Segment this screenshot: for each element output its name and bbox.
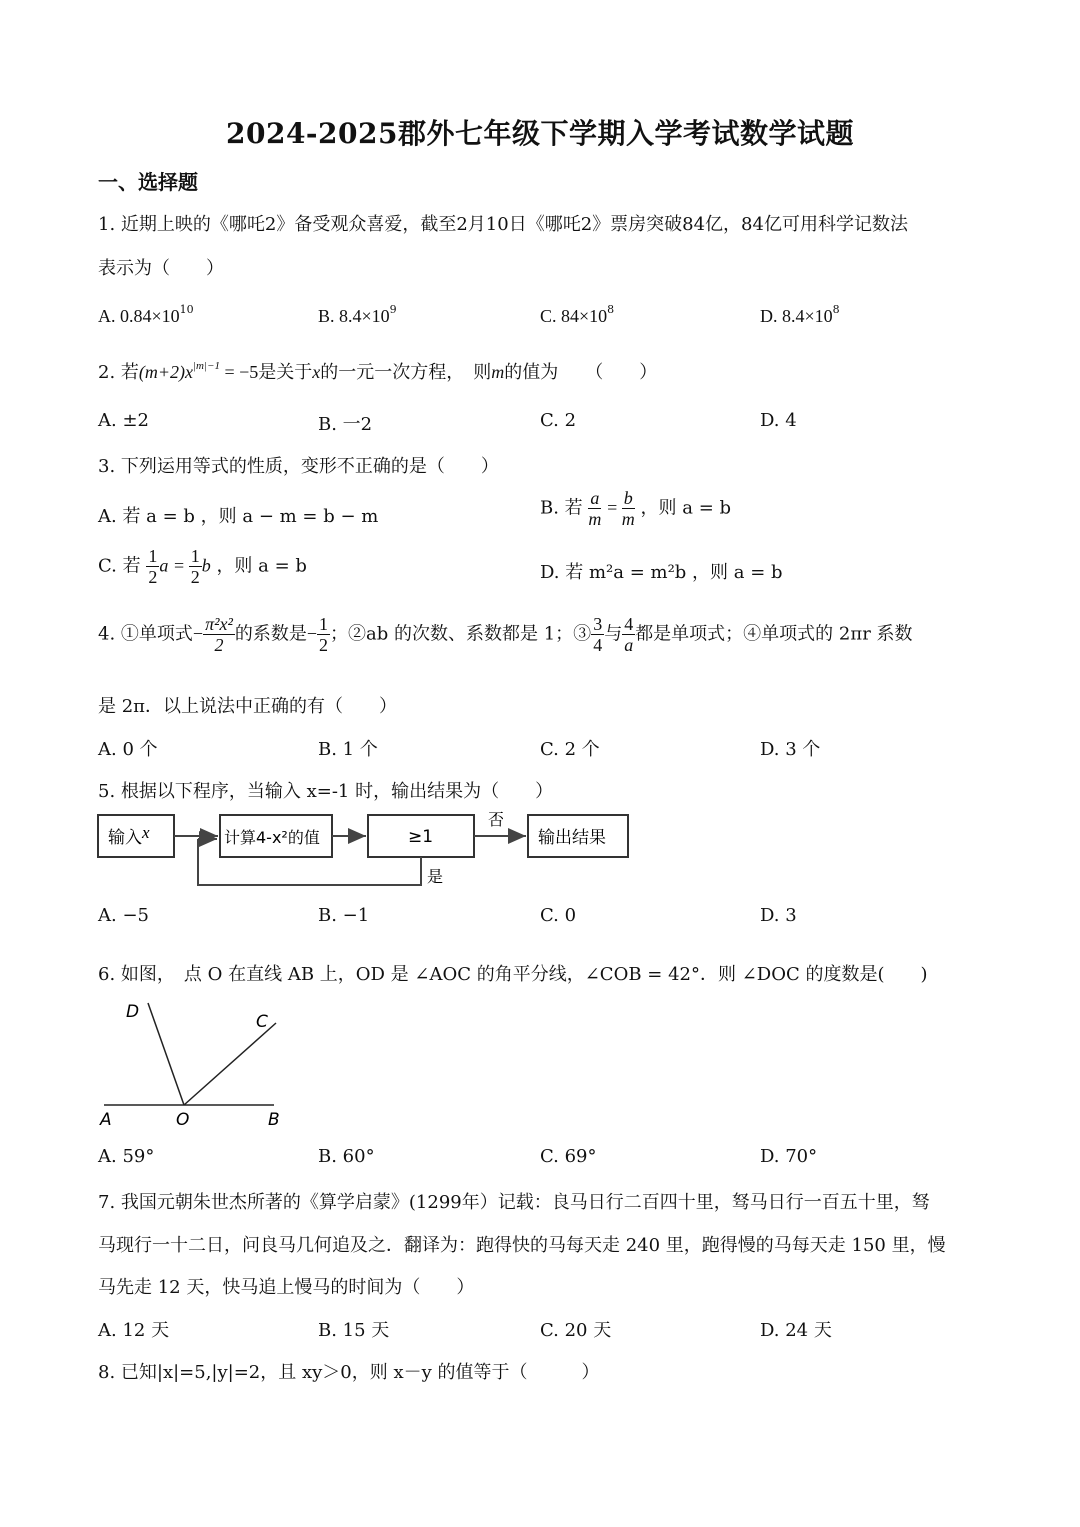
q6-option-b: B. 60°	[318, 1146, 375, 1167]
q3-option-d: D. 若 m²a = m²b ，则 a = b	[540, 562, 783, 583]
q6-option-d: D. 70°	[760, 1146, 818, 1167]
flow-box-output-label: 输出结果	[538, 828, 606, 848]
q6-option-a: A. 59°	[98, 1146, 155, 1167]
q7-stem-line3: 马先走 12 天，快马追上慢马的时间为（ ）	[98, 1277, 475, 1298]
q2-stem: 2. 若$(m+2)x^{|m|-1} = -5$是关于x的一元一次方程， 则m的值为 （ ）	[98, 360, 658, 383]
q3-stem: 3. 下列运用等式的性质，变形不正确的是（ ）	[98, 456, 499, 477]
q2-option-b: B. 一2	[318, 414, 373, 435]
q3-option-a: A. 若 a = b ，则 a − m = b − m	[98, 506, 379, 527]
q7-stem-line1: 7. 我国元朝朱世杰所著的《算学启蒙》(1299年）记载：良马日行二百四十里，驽马日行一百五十里，驽	[98, 1192, 930, 1213]
label-c: C	[256, 1012, 268, 1032]
q2-option-d: D. 4	[760, 410, 797, 431]
q3-option-c: C. 若 $\frac{1}{2}$ a = $\frac{1}{2}$ b ，则 a = b	[98, 546, 307, 587]
q7-option-d: D. 24 天	[760, 1320, 832, 1341]
q3-option-b: B. 若 $\frac{a}{m}$ = $\frac{b}{m}$ ，则 a = b	[540, 488, 732, 529]
flow-box-compute-label: 计算4-x²的值	[224, 828, 320, 847]
q1-option-b: B. $8.4\times 10^9$	[318, 303, 397, 326]
q7-option-b: B. 15 天	[318, 1320, 390, 1341]
q4-option-c: C. 2 个	[540, 739, 600, 760]
q1-option-c: C. $84\times 10^8$	[540, 303, 615, 326]
q1-stem-line2: 表示为（ ）	[98, 258, 224, 279]
q2-option-a: A. ±2	[98, 410, 149, 431]
q5-option-c: C. 0	[540, 905, 577, 926]
label-b: B	[268, 1110, 280, 1130]
q4-option-b: B. 1 个	[318, 739, 378, 760]
q1-stem-line1: 1. 近期上映的《哪吒2》备受观众喜爱，截至2月10日《哪吒2》票房突破84亿，84亿可用科学记数法	[98, 214, 908, 235]
q1-option-a: A. $0.84\times 10^{10}$	[98, 303, 194, 326]
flow-yes-label: 是	[427, 867, 444, 886]
q5-option-a: A. −5	[98, 905, 149, 926]
q7-stem-line2: 马现行一十二日，问良马几何追及之．翻译为：跑得快的马每天走 240 里，跑得慢的马每天走 150 里，慢	[98, 1235, 946, 1256]
q5-flowchart	[96, 805, 636, 890]
q5-option-d: D. 3	[760, 905, 797, 926]
q7-option-c: C. 20 天	[540, 1320, 612, 1341]
q4-stem-line2: 是 2π．以上说法中正确的有（ ）	[98, 696, 398, 717]
label-d: D	[126, 1002, 140, 1022]
label-o: O	[176, 1110, 190, 1130]
q1-option-d: D. $8.4\times 10^8$	[760, 303, 840, 326]
q7-option-a: A. 12 天	[98, 1320, 170, 1341]
page-title: 2024-2025郡外七年级下学期入学考试数学试题	[226, 117, 854, 150]
q4-option-a: A. 0 个	[98, 739, 158, 760]
q6-stem: 6. 如图， 点 O 在直线 AB 上，OD 是 ∠AOC 的角平分线，∠COB = 42°．则 ∠DOC 的度数是( )	[98, 964, 928, 985]
q6-option-c: C. 69°	[540, 1146, 597, 1167]
section-heading: 一、选择题	[98, 170, 198, 194]
q6-angle-figure	[96, 995, 296, 1135]
flow-no-label: 否	[488, 810, 505, 829]
q2-option-c: C. 2	[540, 410, 577, 431]
q4-stem-line1: 4. ①单项式− $\frac{\text{π²x²}}{2}$ 的系数是− $\frac{1}{2}$ ；②ab 的次数、系数都是 1；③ $\frac{3}{4}$ 与 $\frac{4}{a}$ 都是单项式；④单项式的 2πr 系数	[98, 614, 913, 655]
flow-box-condition-label: ≥1	[408, 827, 434, 847]
q4-option-d: D. 3 个	[760, 739, 821, 760]
q8-stem: 8. 已知|x|=5,|y|=2，且 xy＞0，则 x－y 的值等于（ ）	[98, 1362, 600, 1383]
q5-option-b: B. −1	[318, 905, 370, 926]
flow-box-input-label: 输入x	[108, 823, 150, 848]
q5-stem: 5. 根据以下程序，当输入 x=-1 时，输出结果为（ ）	[98, 781, 554, 802]
label-a: A	[100, 1110, 112, 1130]
